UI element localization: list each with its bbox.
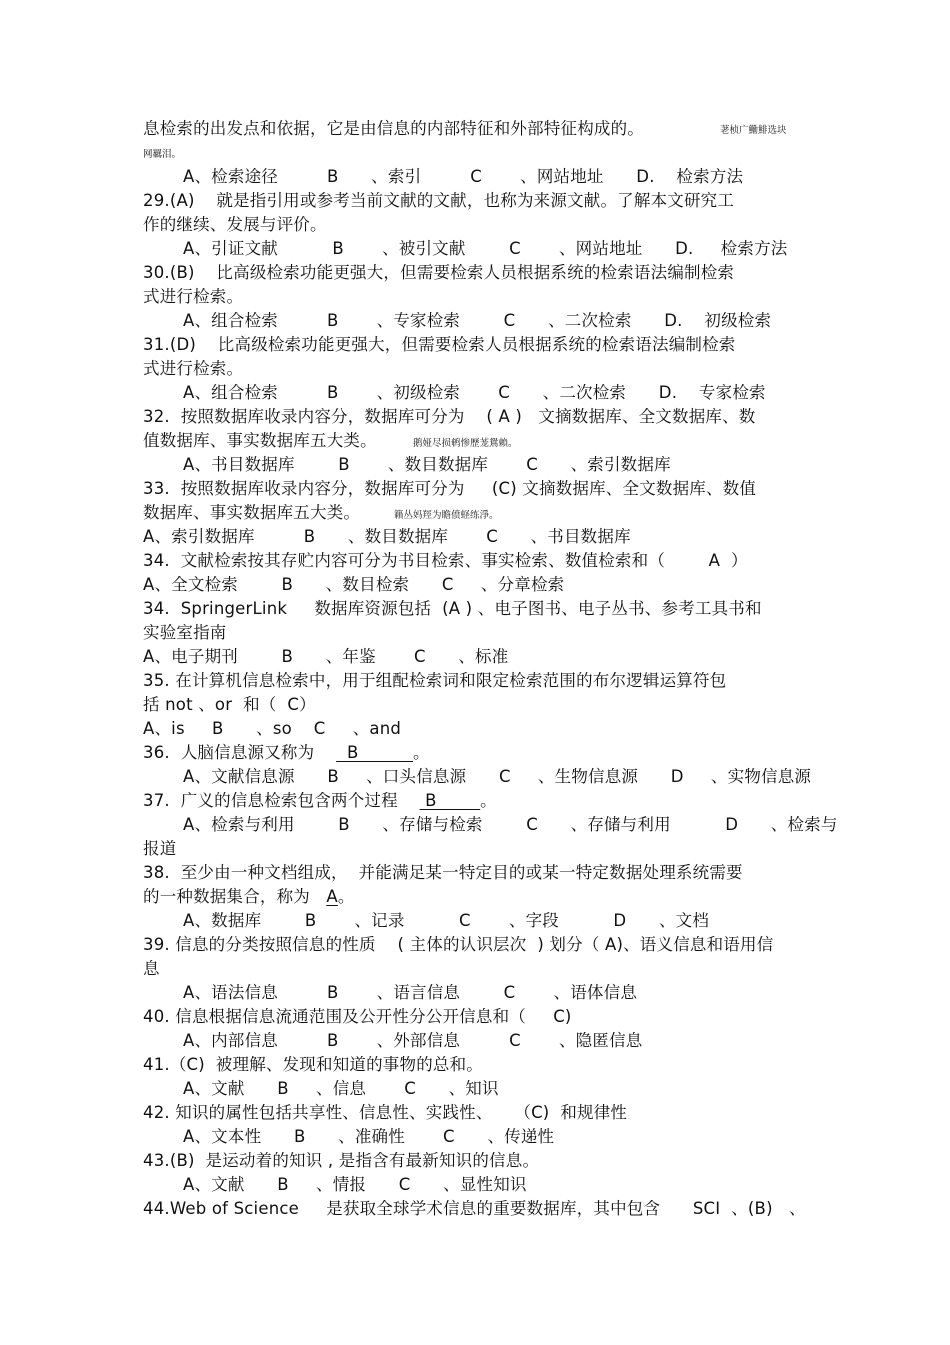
text-line: 网羈泪。 [143, 149, 182, 160]
answer-blank: A [326, 887, 338, 906]
margin-note: 鹅娅尽损鹌惨歷茏鴛賴。 [413, 438, 518, 449]
question-line: 33. 按照数据库收录内容分，数据库可分为 (C) 文摘数据库、全文数据库、数值 [143, 479, 757, 498]
option-line: A、书目数据库 B 、数目数据库 C 、索引数据库 [183, 455, 671, 474]
question-line [143, 790, 497, 812]
margin-note: 荖桢广鰳鯡选块 [720, 125, 787, 136]
sentence-end: 。 [412, 743, 430, 762]
sentence-end: 。 [337, 887, 355, 906]
answer-blank: B [336, 743, 413, 762]
text-line: 息 [143, 959, 160, 978]
question-text: 的一种数据集合，称为 [143, 887, 327, 906]
question-line: 44.Web of Science 是获取全球学术信息的重要数据库，其中包含 SCI 、(B) 、 [143, 1199, 806, 1218]
question-line: 31.(D) 比高级检索功能更强大，但需要检索人员根据系统的检索语法编制检索 [143, 335, 736, 354]
text-line: 报道 [143, 839, 177, 858]
option-line: A、is B 、so C 、and [143, 719, 402, 738]
option-line: A、组合检索 B 、专家检索 C 、二次检索 D. 初级检索 [183, 311, 772, 330]
question-line: 29.(A) 就是指引用或参考当前文献的文献，也称为来源文献。了解本文研究工 [143, 191, 735, 210]
question-line: 42. 知识的属性包括共享性、信息性、实践性、 （C) 和规律性 [143, 1103, 628, 1122]
option-line: A、全文检索 B 、数目检索 C 、分章检索 [143, 575, 565, 594]
option-line: A、文献信息源 B 、口头信息源 C 、生物信息源 D 、实物信息源 [183, 767, 812, 786]
margin-note: 籟丛妈羥为瞻偾蛏练淨。 [394, 510, 499, 521]
text-line: 括 not 、or 和（ C） [143, 695, 316, 714]
option-line: A、文本性 B 、准确性 C 、传递性 [183, 1127, 555, 1146]
question-text: 37. 广义的信息检索包含两个过程 [143, 791, 420, 810]
text-line: 式进行检索。 [143, 359, 244, 378]
text-line [143, 886, 355, 908]
option-line: A、索引数据库 B 、数目数据库 C 、书目数据库 [143, 527, 631, 546]
question-line: 35. 在计算机信息检索中，用于组配检索词和限定检索范围的布尔逻辑运算符包 [143, 671, 727, 690]
option-line: A、数据库 B 、记录 C 、字段 D 、文档 [183, 911, 710, 930]
option-line: A、电子期刊 B 、年鉴 C 、标准 [143, 647, 509, 666]
question-line: 43.(B) 是运动着的知识 , 是指含有最新知识的信息。 [143, 1151, 540, 1170]
text-line: 作的继续、发展与评价。 [143, 215, 327, 234]
sentence-end: 。 [480, 791, 497, 810]
question-line: 39. 信息的分类按照信息的性质 ( 主体的认识层次 ) 划分（ A)、语义信息和语用信 [143, 935, 774, 954]
text-line: 息检索的出发点和依据，它是由信息的内部特征和外部特征构成的。 [143, 119, 644, 138]
text-line: 式进行检索。 [143, 287, 244, 306]
question-line: 30.(B) 比高级检索功能更强大，但需要检索人员根据系统的检索语法编制检索 [143, 263, 735, 282]
question-text: 36. 人脑信息源又称为 [143, 743, 337, 762]
text-line: 数据库、事实数据库五大类。 [143, 503, 361, 522]
question-line: 32. 按照数据库收录内容分，数据库可分为 ( A ) 文摘数据库、全文数据库、数 [143, 407, 756, 426]
question-line: 34. SpringerLink 数据库资源包括 (A ) 、电子图书、电子丛书、参考工具书和 [143, 599, 762, 618]
option-line: A、检索与利用 B 、存储与检索 C 、存储与利用 D 、检索与 [183, 815, 838, 834]
question-line: 40. 信息根据信息流通范围及公开性分公开信息和（ C) [143, 1007, 572, 1026]
question-line: 38. 至少由一种文档组成， 并能满足某一特定目的或某一特定数据处理系统需要 [143, 863, 743, 882]
text-line: 值数据库、事实数据库五大类。 [143, 431, 377, 450]
question-line [143, 742, 430, 764]
option-line: A、检索途径 B 、索引 C 、网站地址 D. 检索方法 [183, 167, 744, 186]
option-line: A、引证文献 B 、被引文献 C 、网站地址 D. 检索方法 [183, 239, 788, 258]
question-line: 41.（C) 被理解、发现和知道的事物的总和。 [143, 1055, 483, 1074]
answer-blank: B [419, 791, 481, 810]
option-line: A、文献 B 、信息 C 、知识 [183, 1079, 499, 1098]
option-line: A、内部信息 B 、外部信息 C 、隐匿信息 [183, 1031, 643, 1050]
text-line: 实验室指南 [143, 623, 227, 642]
option-line: A、组合检索 B 、初级检索 C 、二次检索 D. 专家检索 [183, 383, 766, 402]
option-line: A、语法信息 B 、语言信息 C 、语体信息 [183, 983, 638, 1002]
question-line: 34. 文献检索按其存贮内容可分为书目检索、事实检索、数值检索和（ A ） [143, 551, 748, 570]
option-line: A、文献 B 、情报 C 、显性知识 [183, 1175, 527, 1194]
